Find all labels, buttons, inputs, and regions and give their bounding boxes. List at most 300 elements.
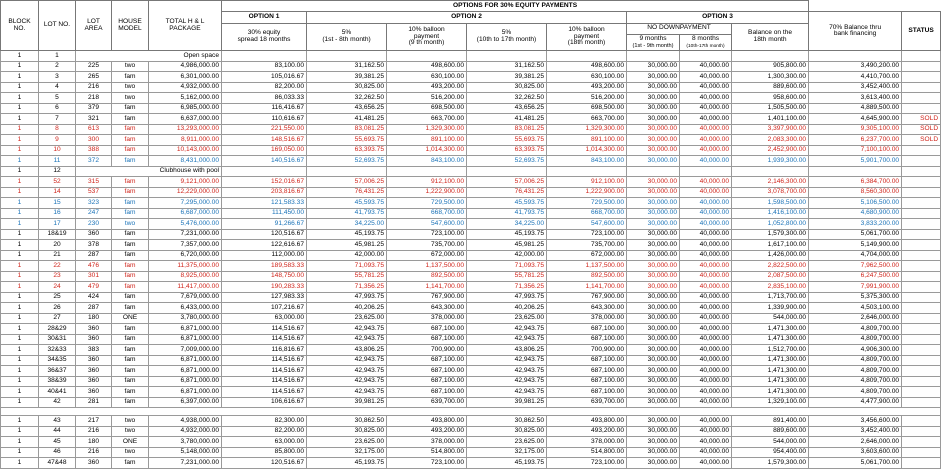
cell-lot: 32&33 [39, 345, 76, 356]
cell-area: 479 [76, 282, 112, 293]
cell-o2d: 687,100.00 [547, 355, 627, 366]
cell-area: 216 [76, 447, 112, 458]
cell-o2d: 687,100.00 [547, 366, 627, 377]
cell-model: two [112, 82, 149, 93]
cell-lot: 8 [39, 124, 76, 135]
cell-total: 5,162,000.00 [149, 93, 222, 104]
cell-o1: 85,800.00 [222, 447, 307, 458]
cell-o2c: 43,656.25 [467, 103, 547, 114]
cell-model: fam [112, 198, 149, 209]
cell-o2d: 378,000.00 [547, 437, 627, 448]
cell-o3c: 2,146,300.00 [732, 177, 809, 188]
cell-o3b: 40,000.00 [680, 208, 732, 219]
cell-o3b: 40,000.00 [680, 219, 732, 230]
cell-model: fam [112, 156, 149, 167]
cell-o2b: 891,100.00 [387, 135, 467, 146]
table-row [1, 426, 941, 437]
col-option2-balloon-a: 10% balloon payment (9 th month) [387, 23, 467, 51]
cell-o3c: 889,600.00 [732, 426, 809, 437]
cell-o3c: 954,400.00 [732, 447, 809, 458]
empty-cell [680, 166, 732, 177]
cell-block: 1 [1, 177, 39, 188]
cell-total: 6,397,000.00 [149, 397, 222, 408]
cell-area: 287 [76, 303, 112, 314]
cell-block: 1 [1, 61, 39, 72]
cell-o2c: 42,000.00 [467, 250, 547, 261]
cell-bank: 5,106,500.00 [809, 198, 902, 209]
cell-model: two [112, 416, 149, 427]
cell-total: 6,637,000.00 [149, 114, 222, 125]
cell-o2c: 42,943.75 [467, 387, 547, 398]
cell-area: 424 [76, 292, 112, 303]
cell-model: fam [112, 72, 149, 83]
cell-o3c: 544,000.00 [732, 313, 809, 324]
cell-status [902, 261, 941, 272]
cell-model: fam [112, 114, 149, 125]
cell-o3a: 30,000.00 [627, 387, 680, 398]
table-row [1, 198, 941, 209]
cell-bank: 4,809,700.00 [809, 387, 902, 398]
cell-lot: 4 [39, 82, 76, 93]
empty-cell [307, 51, 387, 62]
cell-status [902, 187, 941, 198]
cell-o2b: 493,200.00 [387, 82, 467, 93]
cell-status [902, 145, 941, 156]
table-row [1, 114, 941, 125]
cell-o2b: 516,200.00 [387, 93, 467, 104]
col-option1-equity: 30% equity spread 18 months [222, 23, 307, 51]
cell-o3a: 30,000.00 [627, 229, 680, 240]
cell-block: 1 [1, 334, 39, 345]
table-row [1, 250, 941, 261]
cell-bank: 2,646,000.00 [809, 313, 902, 324]
cell-status [902, 198, 941, 209]
cell-model: fam [112, 135, 149, 146]
table-row [1, 324, 941, 335]
cell-bank: 3,603,600.00 [809, 447, 902, 458]
cell-area: 537 [76, 187, 112, 198]
cell-lot: 34&35 [39, 355, 76, 366]
cell-block: 1 [1, 240, 39, 251]
cell-o3c: 1,329,100.00 [732, 397, 809, 408]
cell-o2d: 1,329,300.00 [547, 124, 627, 135]
cell-bank: 6,247,500.00 [809, 271, 902, 282]
cell-total: 6,720,000.00 [149, 250, 222, 261]
cell-o2b: 1,329,300.00 [387, 124, 467, 135]
cell-status [902, 156, 941, 167]
cell-o2a: 41,793.75 [307, 208, 387, 219]
table-row [1, 303, 941, 314]
cell-o2a: 31,162.50 [307, 61, 387, 72]
cell-o3a: 30,000.00 [627, 124, 680, 135]
cell-total: 5,476,000.00 [149, 219, 222, 230]
cell-o1: 83,100.00 [222, 61, 307, 72]
table-row [1, 355, 941, 366]
table-row [1, 177, 941, 188]
col-status: STATUS [902, 12, 941, 51]
option-3-title: OPTION 3 [627, 12, 809, 24]
cell-block: 1 [1, 250, 39, 261]
empty-cell [627, 166, 680, 177]
cell-o3b: 40,000.00 [680, 198, 732, 209]
cell-o2c: 45,193.75 [467, 229, 547, 240]
cell-lot: 15 [39, 198, 76, 209]
cell-model: fam [112, 271, 149, 282]
cell-o1: 120,516.67 [222, 229, 307, 240]
cell-model: ONE [112, 313, 149, 324]
cell-o3c: 958,600.00 [732, 93, 809, 104]
cell-block: 1 [1, 229, 39, 240]
cell-o2a: 45,193.75 [307, 458, 387, 469]
cell-o2d: 639,700.00 [547, 397, 627, 408]
cell-total: 13,293,000.00 [149, 124, 222, 135]
cell-status [902, 103, 941, 114]
cell-model: fam [112, 282, 149, 293]
cell-o2a: 30,825.00 [307, 426, 387, 437]
cell-o3a: 30,000.00 [627, 345, 680, 356]
cell-o3b: 40,000.00 [680, 145, 732, 156]
col-bank-financing: 70% Balance thru bank financing [809, 12, 902, 51]
cell-o3c: 2,083,300.00 [732, 135, 809, 146]
cell-bank: 5,061,700.00 [809, 458, 902, 469]
cell-o2d: 729,500.00 [547, 198, 627, 209]
cell-o2d: 700,900.00 [547, 345, 627, 356]
col-house-model: HOUSE MODEL [112, 1, 149, 51]
cell-o2b: 687,100.00 [387, 387, 467, 398]
cell-status [902, 240, 941, 251]
cell-model: fam [112, 187, 149, 198]
cell-o2b: 514,800.00 [387, 447, 467, 458]
cell-block: 1 [1, 93, 39, 104]
cell-o2a: 42,943.75 [307, 376, 387, 387]
cell-o2c: 55,693.75 [467, 135, 547, 146]
cell-o2c: 76,431.25 [467, 187, 547, 198]
empty-cell [809, 51, 902, 62]
cell-o2a: 55,693.75 [307, 135, 387, 146]
table-row [1, 458, 941, 469]
cell-o2a: 42,000.00 [307, 250, 387, 261]
cell-o3a: 30,000.00 [627, 114, 680, 125]
cell-o3b: 40,000.00 [680, 103, 732, 114]
cell-bank: 9,305,100.00 [809, 124, 902, 135]
cell-o2b: 700,900.00 [387, 345, 467, 356]
cell-block: 1 [1, 271, 39, 282]
cell-lot: 42 [39, 397, 76, 408]
cell-o3a: 30,000.00 [627, 177, 680, 188]
cell-o3b: 40,000.00 [680, 82, 732, 93]
cell-o3b: 40,000.00 [680, 292, 732, 303]
cell-status [902, 345, 941, 356]
cell-total: 4,932,000.00 [149, 82, 222, 93]
cell-o3a: 30,000.00 [627, 93, 680, 104]
cell-o3b: 40,000.00 [680, 72, 732, 83]
cell-o2c: 63,393.75 [467, 145, 547, 156]
cell-total: 8,431,000.00 [149, 156, 222, 167]
cell-o2a: 45,981.25 [307, 240, 387, 251]
cell-area: 476 [76, 261, 112, 272]
cell-o3a: 30,000.00 [627, 187, 680, 198]
empty-cell [809, 166, 902, 177]
cell-o3b: 40,000.00 [680, 282, 732, 293]
cell-o1: 114,516.67 [222, 324, 307, 335]
cell-status [902, 219, 941, 230]
cell-o2a: 42,943.75 [307, 387, 387, 398]
cell-block: 1 [1, 292, 39, 303]
cell-o1: 116,416.67 [222, 103, 307, 114]
cell-o3a: 30,000.00 [627, 219, 680, 230]
cell-o2a: 42,943.75 [307, 355, 387, 366]
cell-area: 301 [76, 271, 112, 282]
cell-o3a: 30,000.00 [627, 198, 680, 209]
cell-bank: 5,061,700.00 [809, 229, 902, 240]
cell-lot: 6 [39, 103, 76, 114]
empty-cell [387, 166, 467, 177]
cell-o2c: 83,081.25 [467, 124, 547, 135]
col-block-no: BLOCK NO. [1, 1, 39, 51]
cell-o2c: 41,793.75 [467, 208, 547, 219]
empty-cell [732, 51, 809, 62]
cell-o2c: 30,825.00 [467, 82, 547, 93]
cell-o3a: 30,000.00 [627, 261, 680, 272]
cell-o1: 152,016.67 [222, 177, 307, 188]
cell-o2a: 23,625.00 [307, 313, 387, 324]
cell-o1: 110,616.67 [222, 114, 307, 125]
cell-o3b: 40,000.00 [680, 426, 732, 437]
cell-status [902, 397, 941, 408]
cell-lot: 36&37 [39, 366, 76, 377]
cell-status [902, 387, 941, 398]
cell-o2d: 1,137,500.00 [547, 261, 627, 272]
cell-block: 1 [1, 397, 39, 408]
cell-area: 323 [76, 198, 112, 209]
cell-lot: 10 [39, 145, 76, 156]
cell-status [902, 416, 941, 427]
cell-block: 1 [1, 51, 39, 62]
col-lot-area: LOT AREA [76, 1, 112, 51]
table-row [1, 334, 941, 345]
cell-bank: 4,809,700.00 [809, 334, 902, 345]
cell-o1: 82,200.00 [222, 82, 307, 93]
cell-block: 1 [1, 187, 39, 198]
cell-o2d: 493,200.00 [547, 82, 627, 93]
cell-o2d: 1,141,700.00 [547, 282, 627, 293]
cell-o3a: 30,000.00 [627, 208, 680, 219]
cell-total: 3,780,000.00 [149, 437, 222, 448]
cell-status [902, 292, 941, 303]
cell-area: 315 [76, 177, 112, 188]
cell-o2d: 698,500.00 [547, 103, 627, 114]
table-row [1, 135, 941, 146]
cell-model: two [112, 61, 149, 72]
cell-model: two [112, 447, 149, 458]
cell-model: ONE [112, 437, 149, 448]
cell-lot: 21 [39, 250, 76, 261]
cell-total: 6,687,000.00 [149, 208, 222, 219]
empty-cell [222, 51, 307, 62]
empty-cell [547, 51, 627, 62]
cell-o2b: 892,500.00 [387, 271, 467, 282]
cell-model: fam [112, 145, 149, 156]
cell-bank: 7,991,900.00 [809, 282, 902, 293]
cell-o1: 189,583.33 [222, 261, 307, 272]
cell-o3a: 30,000.00 [627, 282, 680, 293]
cell-area: 383 [76, 345, 112, 356]
cell-o3a: 30,000.00 [627, 156, 680, 167]
cell-o2d: 643,300.00 [547, 303, 627, 314]
cell-o2d: 547,600.00 [547, 219, 627, 230]
col-option2-5pct-b: 5% (10th to 17th month) [467, 23, 547, 51]
cell-total: 9,121,000.00 [149, 177, 222, 188]
cell-o2b: 687,100.00 [387, 334, 467, 345]
cell-o3a: 30,000.00 [627, 313, 680, 324]
cell-o2a: 83,081.25 [307, 124, 387, 135]
cell-o3b: 40,000.00 [680, 447, 732, 458]
table-row [1, 397, 941, 408]
cell-o3c: 1,052,800.00 [732, 219, 809, 230]
cell-o2c: 47,993.75 [467, 292, 547, 303]
cell-lot: 9 [39, 135, 76, 146]
cell-bank: 4,680,900.00 [809, 208, 902, 219]
table-row [1, 229, 941, 240]
cell-o2d: 378,000.00 [547, 313, 627, 324]
cell-o2c: 52,693.75 [467, 156, 547, 167]
cell-o3c: 3,078,700.00 [732, 187, 809, 198]
cell-o2b: 672,000.00 [387, 250, 467, 261]
cell-bank: 3,456,600.00 [809, 416, 902, 427]
cell-o2c: 40,206.25 [467, 303, 547, 314]
table-body [1, 51, 941, 469]
cell-lot: 24 [39, 282, 76, 293]
cell-lot: 3 [39, 72, 76, 83]
cell-o3c: 1,579,300.00 [732, 458, 809, 469]
cell-o2c: 31,162.50 [467, 61, 547, 72]
cell-o2d: 516,200.00 [547, 93, 627, 104]
cell-area: 287 [76, 250, 112, 261]
cell-o1: 169,050.00 [222, 145, 307, 156]
cell-o2c: 42,943.75 [467, 366, 547, 377]
table-row [1, 240, 941, 251]
cell-o2a: 57,006.25 [307, 177, 387, 188]
cell-o1: 82,300.00 [222, 416, 307, 427]
cell-block: 1 [1, 458, 39, 469]
cell-block: 1 [1, 447, 39, 458]
cell-lot: 1 [39, 51, 76, 62]
options-title: OPTIONS FOR 30% EQUITY PAYMENTS [222, 1, 809, 12]
cell-o3a: 30,000.00 [627, 416, 680, 427]
cell-o2b: 1,014,300.00 [387, 145, 467, 156]
cell-lot: 52 [39, 177, 76, 188]
cell-status: SOLD [902, 124, 941, 135]
table-row [1, 61, 941, 72]
cell-o2b: 378,000.00 [387, 437, 467, 448]
cell-o2c: 39,381.25 [467, 72, 547, 83]
cell-o1: 107,216.67 [222, 303, 307, 314]
col-option2-balloon-b: 10% balloon payment (18th month) [547, 23, 627, 51]
cell-o3b: 40,000.00 [680, 458, 732, 469]
cell-total: 7,009,000.00 [149, 345, 222, 356]
cell-o3a: 30,000.00 [627, 72, 680, 83]
cell-block: 1 [1, 208, 39, 219]
cell-o1: 114,516.67 [222, 334, 307, 345]
cell-area: 360 [76, 458, 112, 469]
empty-cell [902, 51, 941, 62]
cell-model: fam [112, 240, 149, 251]
cell-o2d: 1,014,300.00 [547, 145, 627, 156]
cell-o3b: 40,000.00 [680, 135, 732, 146]
col-lot-no: LOT NO. [39, 1, 76, 51]
cell-total: 11,375,000.00 [149, 261, 222, 272]
cell-o1: 105,016.67 [222, 72, 307, 83]
cell-status [902, 229, 941, 240]
cell-o3b: 40,000.00 [680, 271, 732, 282]
cell-area: 265 [76, 72, 112, 83]
cell-o2c: 42,943.75 [467, 376, 547, 387]
cell-block: 1 [1, 135, 39, 146]
cell-lot: 26 [39, 303, 76, 314]
cell-o3a: 30,000.00 [627, 240, 680, 251]
cell-o3a: 30,000.00 [627, 447, 680, 458]
cell-total: 7,231,000.00 [149, 458, 222, 469]
cell-o2a: 76,431.25 [307, 187, 387, 198]
cell-lot: 14 [39, 187, 76, 198]
cell-status [902, 313, 941, 324]
empty-cell [307, 166, 387, 177]
cell-o2a: 34,225.00 [307, 219, 387, 230]
cell-o3b: 40,000.00 [680, 366, 732, 377]
cell-o3b: 40,000.00 [680, 324, 732, 335]
table-row [1, 93, 941, 104]
cell-o1: 114,516.67 [222, 355, 307, 366]
cell-status [902, 250, 941, 261]
cell-o3b: 40,000.00 [680, 61, 732, 72]
cell-model: fam [112, 397, 149, 408]
cell-o2a: 63,393.75 [307, 145, 387, 156]
cell-bank: 3,833,200.00 [809, 219, 902, 230]
cell-bank: 3,490,200.00 [809, 61, 902, 72]
cell-block: 1 [1, 324, 39, 335]
cell-o2a: 23,625.00 [307, 437, 387, 448]
cell-total: 6,433,000.00 [149, 303, 222, 314]
empty-cell [547, 166, 627, 177]
cell-block: 1 [1, 145, 39, 156]
cell-area: 180 [76, 437, 112, 448]
cell-total: 7,295,000.00 [149, 198, 222, 209]
cell-o3b: 40,000.00 [680, 261, 732, 272]
cell-o3c: 891,400.00 [732, 416, 809, 427]
cell-o2a: 45,193.75 [307, 229, 387, 240]
cell-o2b: 668,700.00 [387, 208, 467, 219]
empty-cell [902, 166, 941, 177]
cell-lot: 2 [39, 61, 76, 72]
cell-lot: 20 [39, 240, 76, 251]
cell-model: fam [112, 261, 149, 272]
cell-model: fam [112, 292, 149, 303]
cell-status: SOLD [902, 135, 941, 146]
cell-lot: 28&29 [39, 324, 76, 335]
cell-o2b: 630,100.00 [387, 72, 467, 83]
cell-o2b: 1,222,900.00 [387, 187, 467, 198]
cell-o2b: 1,137,500.00 [387, 261, 467, 272]
cell-area: 360 [76, 366, 112, 377]
empty-cell [627, 51, 680, 62]
cell-o3a: 30,000.00 [627, 292, 680, 303]
cell-o3c: 1,401,100.00 [732, 114, 809, 125]
cell-status [902, 334, 941, 345]
cell-area: 379 [76, 103, 112, 114]
cell-total: 3,780,000.00 [149, 313, 222, 324]
table-row [1, 156, 941, 167]
cell-o2d: 723,100.00 [547, 229, 627, 240]
